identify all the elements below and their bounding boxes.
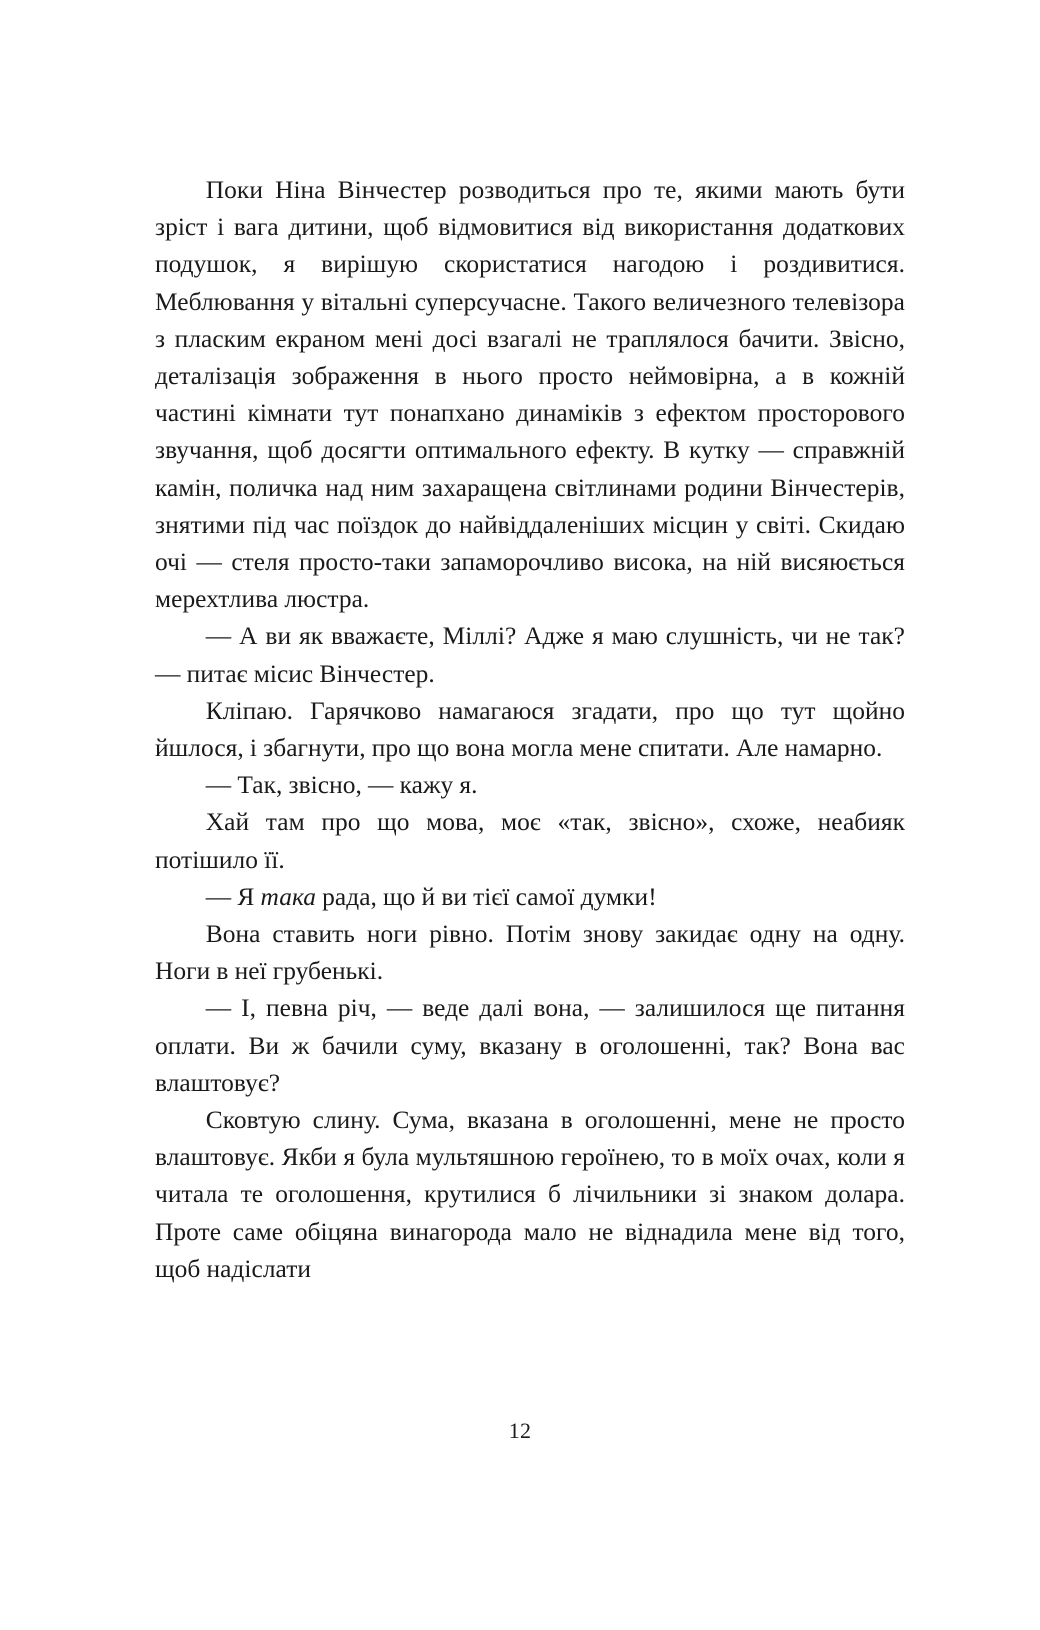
page-text-block — [155, 172, 905, 1288]
paragraph-1: Поки Ніна Вінчестер розводиться про те, якими мають бути зріст і вага дитини, щоб відмовитися від використання додаткових подушок, я вирішую скористатися нагодою і роздивитися. Меблювання у вітальні суперсучасне. Такого величезного телевізора з пласким екраном мені досі взагалі не траплялося бачити. Звісно, деталізація зображення в нього просто неймовірна, а в кожній частині кімнати тут понапхано динаміків з ефектом просторового звучання, щоб досягти оптимального ефекту. В кутку — справжній камін, поличка над ним захаращена світлинами родини Вінчестерів, знятими під час поїздок до найвіддаленіших місцин у світі. Скидаю очі — стеля просто-таки запаморочливо висока, на ній висяюється мерехтлива люстра. — [155, 176, 905, 614]
paragraph-6-dialogue — [155, 879, 905, 916]
paragraph-6-text-before-italic: — Я — [205, 882, 261, 911]
paragraph-8-dialogue: — І, певна річ, — веде далі вона, — залишилося ще питання оплати. Ви ж бачили суму, вказану в оголошенні, так? Вона вас влаштовує? — [155, 994, 905, 1097]
paragraph-2-dialogue: — А ви як вважаєте, Міллі? Адже я маю слушність, чи не так? — питає місис Вінчестер. — [155, 622, 905, 688]
paragraph-4-dialogue: — Так, звісно, — кажу я. — [205, 771, 478, 800]
page-number: 12 — [508, 1418, 532, 1443]
paragraph-5: Хай там про що мова, моє «так, звісно», схоже, неабияк потішило її. — [155, 808, 905, 874]
paragraph-6-emphasis: така — [260, 882, 317, 911]
paragraph-7: Вона ставить ноги рівно. Потім знову закидає одну на одну. Ноги в неї грубенькі. — [155, 920, 905, 986]
paragraph-6-text-after-italic: рада, що й ви тієї самої думки! — [316, 882, 657, 911]
paragraph-3: Кліпаю. Гарячково намагаюся згадати, про що тут щойно йшлося, і збагнути, про що вона могла мене спитати. Але намарно. — [155, 696, 905, 763]
paragraph-9: Сковтую слину. Сума, вказана в оголошенні, мене не просто влаштовує. Якби я була мультяшною героїнею, то в моїх очах, коли я читала те оголошення, крутилися б лічильники зі знаком долара. Проте саме обіцяна винагорода мало не віднадила мене від того, щоб надіслати — [155, 1106, 905, 1283]
